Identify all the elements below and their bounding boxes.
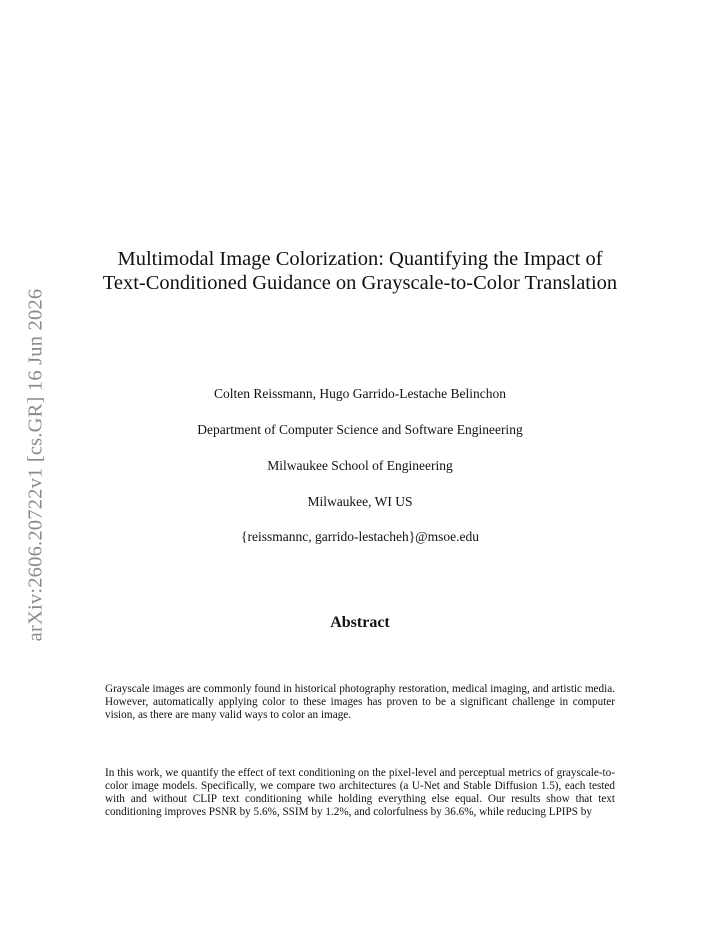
paper-title: Multimodal Image Colorization: Quantifying the Impact of Text-Conditioned Guidance on Grayscale-to-Color Translation — [102, 248, 618, 294]
author-institution: Milwaukee School of Engineering — [267, 458, 453, 473]
author-location: Milwaukee, WI US — [307, 494, 413, 509]
author-emails[interactable]: {reissmannc, garrido-lestacheh}@msoe.edu — [241, 529, 479, 544]
arxiv-identifier: arXiv:2606.20722v1 [cs.GR] 16 Jun 2026 — [24, 288, 47, 642]
abstract-heading: Abstract — [330, 614, 390, 631]
author-department: Department of Computer Science and Software Engineering — [197, 422, 523, 437]
abstract-paragraph: Grayscale images are commonly found in historical photography restoration, medical imaging, and artistic media. However, automatically applying color to these images has proven to be a significant challenge in computer vision, as there are many valid ways to color an image. — [105, 683, 615, 721]
author-list: Colten Reissmann, Hugo Garrido-Lestache Belinchon — [213, 386, 507, 401]
abstract-paragraph: In this work, we quantify the effect of text conditioning on the pixel-level and perceptual metrics of grayscale-to-color image models. Specifically, we compare two architectures (a U-Net and Stable Diffusion 1.5), each tested with and without CLIP text conditioning while holding everything else equal. Our results show that text conditioning improves PSNR by 5.6%, SSIM by 1.2%, and colorfulness by 36.6%, while reducing LPIPS by — [105, 767, 615, 818]
